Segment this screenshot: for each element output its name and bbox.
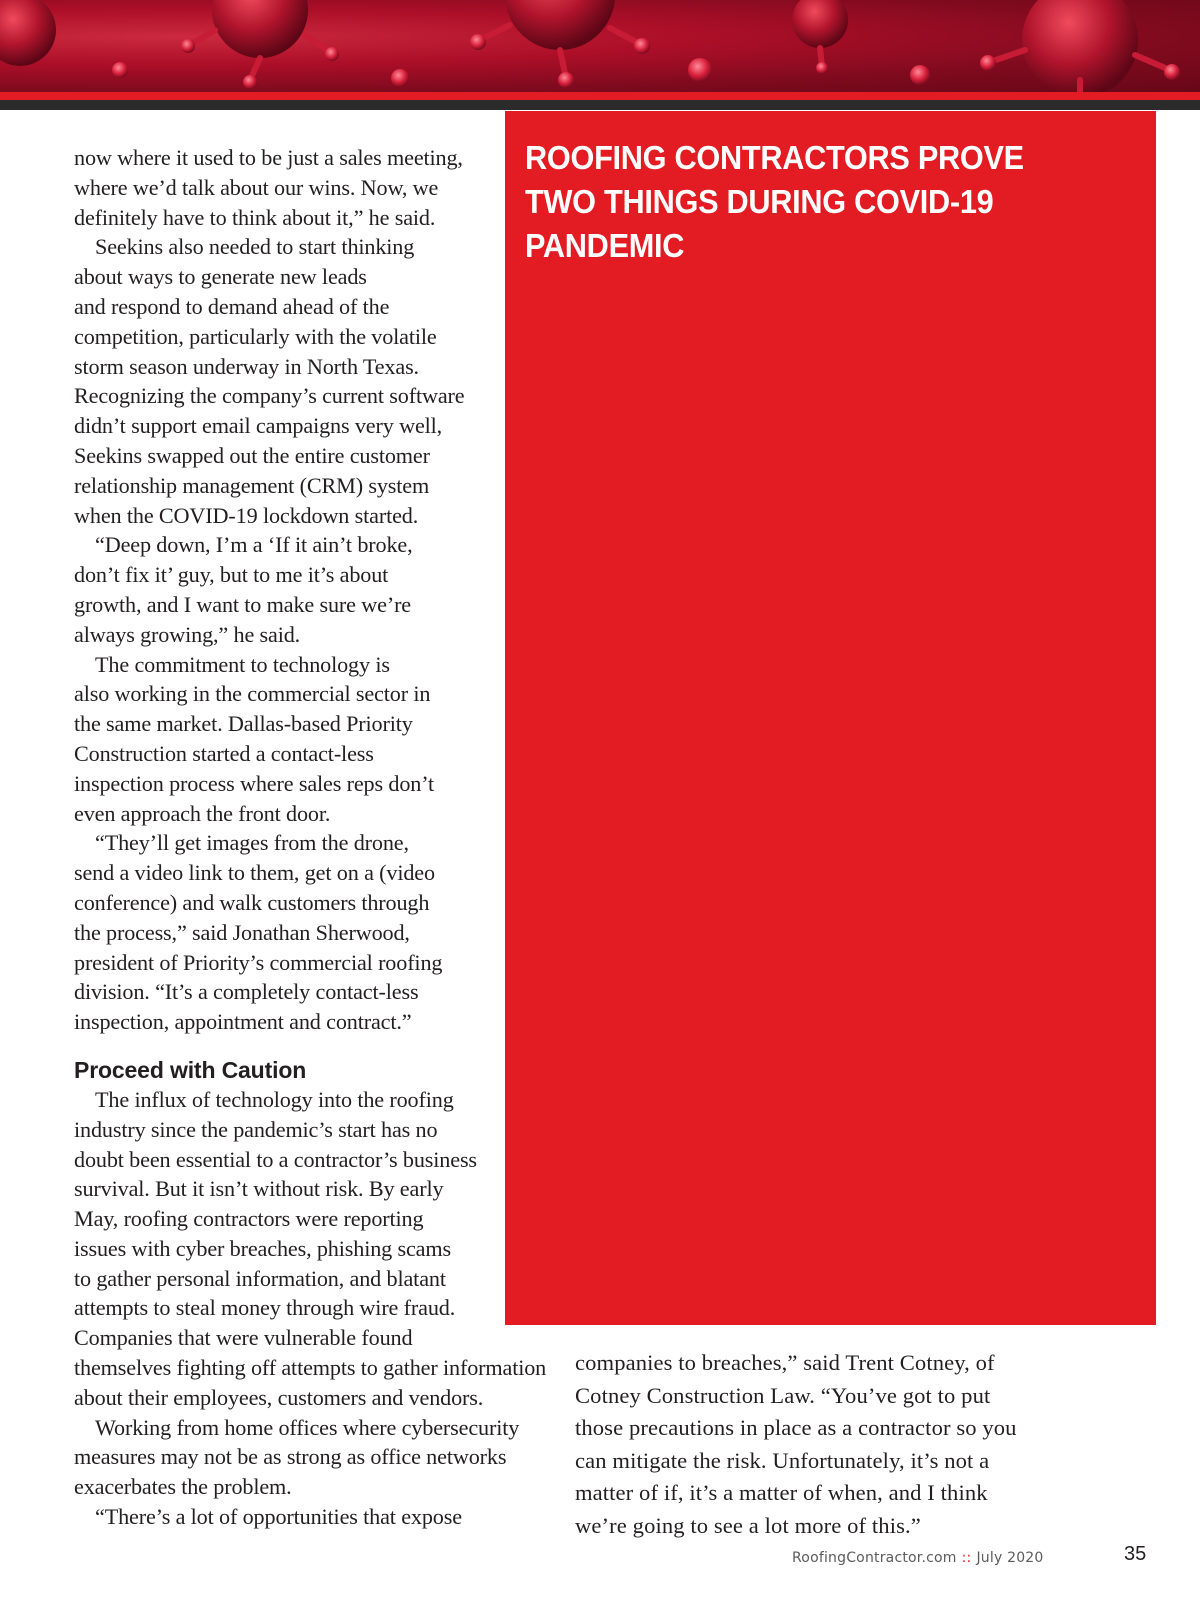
body-text-line: Working from home offices where cybersecurity [95,1414,520,1440]
section-subhead: Proceed with Caution [74,1056,307,1083]
banner-dark-rule [0,100,1200,110]
coronavirus-illustration [0,0,1200,92]
body-text-line: now where it used to be just a sales meeting, [74,145,463,170]
body-text-line: companies to breaches,” said Trent Cotney, of [575,1350,995,1375]
body-text-line: always growing,” he said. [74,621,301,647]
body-text-line: exacerbates the problem. [74,1474,292,1500]
banner-red-rule [0,92,1200,100]
body-text-line: when the COVID-19 lockdown started. [74,502,419,528]
body-text-line: survival. But it isn’t without risk. By early [74,1176,444,1202]
article-body-part-2 [74,1085,564,1532]
body-text-line: measures may not be as strong as office networks [74,1444,507,1470]
body-text-line: competition, particularly with the volatile [74,323,437,349]
body-text-line: issues with cyber breaches, phishing scams [74,1235,451,1261]
body-text-line: send a video link to them, get on a (video [74,860,435,886]
sidebar-red-box [505,111,1156,1325]
body-text-line: the process,” said Jonathan Sherwood, [74,919,410,945]
body-text-line: The influx of technology into the roofing [95,1086,454,1112]
body-text-line: doubt been essential to a contractor’s business [74,1146,477,1172]
body-text-line: industry since the pandemic’s start has no [74,1116,438,1142]
body-text-line: and respond to demand ahead of the [74,293,390,319]
footer-website: RoofingContractor.com [792,1550,957,1566]
body-text-line: attempts to steal money through wire fraud. [74,1295,456,1321]
body-text-line: division. “It’s a completely contact-less [74,979,419,1005]
body-text-line: “They’ll get images from the drone, [95,830,409,856]
body-text-line: about their employees, customers and vendors. [74,1384,484,1410]
page-number: 35 [1124,1543,1147,1565]
body-text-line: don’t fix it’ guy, but to me it’s about [74,562,389,588]
body-text-line: matter of if, it’s a matter of when, and I think [575,1480,988,1505]
footer-source [792,1550,1044,1566]
body-text-line: Construction started a contact-less [74,740,374,766]
article-left-column [74,143,564,1532]
body-text-line: Cotney Construction Law. “You’ve got to put [575,1382,991,1408]
body-text-line: the same market. Dallas-based Priority [74,711,413,737]
sidebar-title: ROOFING CONTRACTORS PROVE TWO THINGS DURING COVID-19 PANDEMIC [525,139,1024,264]
body-text-line: we’re going to see a lot more of this.” [575,1512,921,1538]
body-text-line: inspection process where sales reps don’t [74,770,435,796]
body-text-line: “Deep down, I’m a ‘If it ain’t broke, [95,532,413,558]
body-text-line: “There’s a lot of opportunities that expose [95,1504,462,1530]
footer-date: July 2020 [976,1550,1044,1566]
body-text-line: where we’d talk about our wins. Now, we [74,174,439,200]
body-text-line: themselves fighting off attempts to gather information [74,1355,547,1381]
body-text-line: May, roofing contractors were reporting [74,1206,424,1232]
body-text-line: growth, and I want to make sure we’re [74,591,412,617]
body-text-line: storm season underway in North Texas. [74,353,419,379]
body-text-line: relationship management (CRM) system [74,472,430,498]
header-banner-image [0,0,1200,92]
footer-separator: :: [961,1550,972,1566]
body-text-line: The commitment to technology is [95,651,390,677]
body-text-line: those precautions in place as a contractor so you [575,1415,1017,1440]
body-text-line: can mitigate the risk. Unfortunately, it’s not a [575,1447,990,1473]
body-text-line: president of Priority’s commercial roofing [74,949,443,975]
body-text-line: Recognizing the company’s current software [74,383,465,409]
body-text-line: even approach the front door. [74,800,331,826]
body-text-line: didn’t support email campaigns very well, [74,413,443,439]
body-text-line: conference) and walk customers through [74,889,430,915]
body-text-line: inspection, appointment and contract.” [74,1009,412,1035]
body-text-line: Seekins also needed to start thinking [95,234,415,260]
body-text-line: to gather personal information, and blatant [74,1265,446,1291]
body-text-line: Seekins swapped out the entire customer [74,442,430,468]
article-body-part-1 [74,143,564,1037]
article-right-column [575,1347,1045,1542]
body-text-line: about ways to generate new leads [74,264,367,290]
body-text-line: definitely have to think about it,” he said. [74,204,436,230]
body-text-line: also working in the commercial sector in [74,681,431,707]
body-text-line: Companies that were vulnerable found [74,1325,413,1351]
